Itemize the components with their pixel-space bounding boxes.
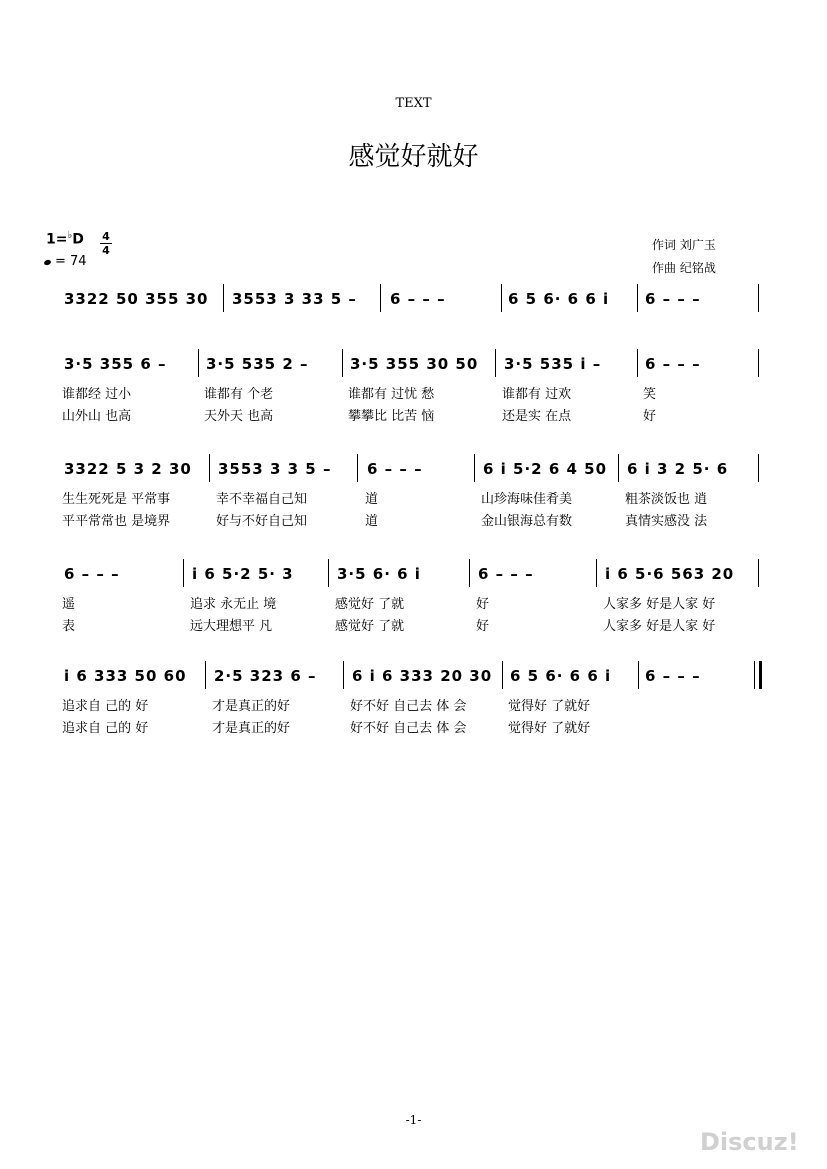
song-title: 感觉好就好 xyxy=(348,142,479,172)
bar-line xyxy=(328,559,329,587)
measure: 3322 50 355 30 xyxy=(64,290,209,308)
bar-line xyxy=(474,454,475,482)
bar-line xyxy=(495,349,496,377)
measure: 3553 3 3 5 – xyxy=(218,460,332,478)
measure: 6 i 6 333 20 30 xyxy=(352,667,493,685)
measure: 6 – – – xyxy=(645,667,701,685)
staff-row xyxy=(0,290,827,318)
lyric-line: 谁都有 过欢 xyxy=(502,387,572,402)
bar-line xyxy=(758,349,759,377)
lyric-line: 才是真正的好 xyxy=(212,699,291,714)
bar-line xyxy=(209,454,210,482)
lyric-line: 谁都经 过小 xyxy=(62,387,132,402)
page-number: -1- xyxy=(405,1113,422,1127)
lyric-line: 山外山 也高 xyxy=(62,409,132,424)
measure: 6 5 6· 6 6 i xyxy=(508,290,610,308)
time-bottom: 4 xyxy=(100,243,112,257)
composer-credit: 作曲 纪铭战 xyxy=(652,261,716,275)
measure: 6 i 5·2 6 4 50 xyxy=(483,460,608,478)
bar-line xyxy=(183,559,184,587)
lyric-line: 感觉好 了就 xyxy=(335,619,405,634)
lyric-line: 觉得好 了就好 xyxy=(508,699,591,714)
tempo-value: = 74 xyxy=(55,254,87,269)
staff-row xyxy=(0,667,827,695)
lyric-line: 追求 永无止 境 xyxy=(190,597,277,612)
measure: 6 i 3 2 5· 6 xyxy=(627,460,729,478)
quarter-note-icon xyxy=(43,259,51,266)
tempo-marking xyxy=(44,254,87,269)
lyric-line: 感觉好 了就 xyxy=(335,597,405,612)
measure: 3·5 6· 6 i xyxy=(337,565,421,583)
measure: 6 – – – xyxy=(478,565,534,583)
lyric-line: 生生死死是 平常事 xyxy=(62,492,171,507)
measure: 3322 5 3 2 30 xyxy=(64,460,192,478)
bar-line xyxy=(342,349,343,377)
measure: 6 – – – xyxy=(390,290,446,308)
lyric-line: 人家多 好是人家 好 xyxy=(603,619,716,634)
bar-line xyxy=(380,284,381,312)
bar-line xyxy=(758,559,759,587)
bar-line xyxy=(638,661,639,689)
lyric-line: 好 xyxy=(643,409,657,424)
lyric-line: 道 xyxy=(365,514,379,529)
bar-line xyxy=(223,284,224,312)
lyric-line: 好与不好自己知 xyxy=(216,514,308,529)
lyric-line: 山珍海味佳肴美 xyxy=(481,492,573,507)
lyric-line: 好 xyxy=(476,619,490,634)
bar-line xyxy=(758,284,759,312)
lyric-line: 追求自 己的 好 xyxy=(62,721,149,736)
key-note: D xyxy=(72,231,84,248)
header-label: TEXT xyxy=(395,96,432,111)
measure: 3553 3 33 5 – xyxy=(232,290,357,308)
lyric-line: 好不好 自己去 体 会 xyxy=(350,721,467,736)
lyric-line: 好 xyxy=(476,597,490,612)
measure: 3·5 355 30 50 xyxy=(350,355,479,373)
measure: 3·5 535 2 – xyxy=(206,355,309,373)
lyric-line: 表 xyxy=(62,619,76,634)
lyric-line: 天外天 也高 xyxy=(204,409,274,424)
lyric-line: 金山银海总有数 xyxy=(481,514,573,529)
bar-line xyxy=(205,661,206,689)
measure: 6 – – – xyxy=(64,565,120,583)
lyric-line: 好不好 自己去 体 会 xyxy=(350,699,467,714)
measure: 3·5 535 i – xyxy=(504,355,602,373)
measure: i 6 333 50 60 xyxy=(64,667,187,685)
time-signature xyxy=(100,230,112,257)
measure: 3·5 355 6 – xyxy=(64,355,167,373)
lyricist-credit: 作词 刘广玉 xyxy=(652,238,716,252)
lyric-line: 人家多 好是人家 好 xyxy=(603,597,716,612)
bar-line xyxy=(198,349,199,377)
staff-row xyxy=(0,460,827,488)
lyric-line: 平平常常也 是境界 xyxy=(62,514,171,529)
key-label: 1= xyxy=(46,231,68,248)
final-bar-line xyxy=(754,661,755,689)
lyric-line: 谁都有 过忧 愁 xyxy=(348,387,435,402)
watermark: Discuz! xyxy=(700,1128,799,1156)
measure: 6 – – – xyxy=(645,355,701,373)
lyric-line: 遥 xyxy=(62,597,76,612)
measure: 6 – – – xyxy=(645,290,701,308)
lyric-line: 粗茶淡饭也 逍 xyxy=(625,492,708,507)
bar-line xyxy=(618,454,619,482)
lyric-line: 追求自 己的 好 xyxy=(62,699,149,714)
lyric-line: 谁都有 个老 xyxy=(204,387,274,402)
lyric-line: 道 xyxy=(365,492,379,507)
lyric-line: 才是真正的好 xyxy=(212,721,291,736)
lyric-line: 觉得好 了就好 xyxy=(508,721,591,736)
bar-line xyxy=(343,661,344,689)
flat-icon: ♭ xyxy=(67,230,73,241)
lyric-line: 笑 xyxy=(643,387,657,402)
measure: 6 – – – xyxy=(367,460,423,478)
time-top: 4 xyxy=(102,230,110,243)
bar-line xyxy=(637,349,638,377)
bar-line xyxy=(759,661,762,689)
lyric-line: 真情实感没 法 xyxy=(625,514,708,529)
key-signature xyxy=(46,230,84,248)
lyric-line: 攀攀比 比苦 恼 xyxy=(348,409,435,424)
bar-line xyxy=(637,284,638,312)
lyric-line: 幸不幸福自己知 xyxy=(216,492,308,507)
bar-line xyxy=(469,559,470,587)
staff-row xyxy=(0,565,827,593)
measure: i 6 5·2 5· 3 xyxy=(192,565,294,583)
lyric-line: 还是实 在点 xyxy=(502,409,572,424)
staff-row xyxy=(0,355,827,383)
measure: 6 5 6· 6 6 i xyxy=(510,667,612,685)
bar-line xyxy=(357,454,358,482)
measure: 2·5 323 6 – xyxy=(214,667,317,685)
bar-line xyxy=(758,454,759,482)
lyric-line: 远大理想平 凡 xyxy=(190,619,273,634)
bar-line xyxy=(596,559,597,587)
measure: i 6 5·6 563 20 xyxy=(605,565,735,583)
bar-line xyxy=(502,661,503,689)
bar-line xyxy=(501,284,502,312)
